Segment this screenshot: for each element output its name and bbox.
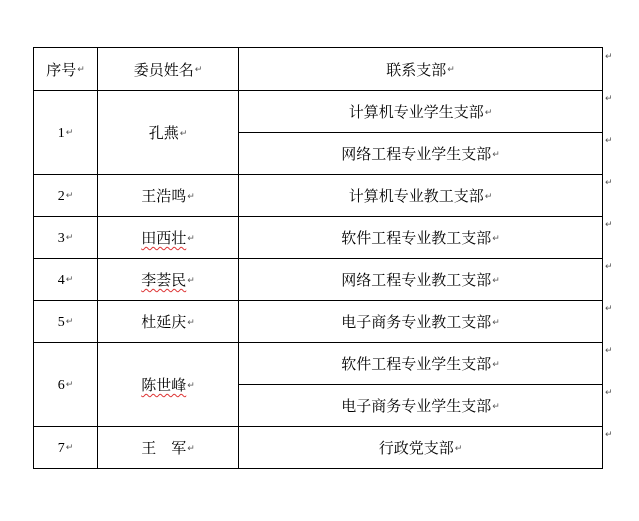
table-header-row bbox=[34, 48, 603, 91]
member-name: 孔燕↵ bbox=[98, 91, 239, 175]
row-end-mark: ↵ bbox=[605, 262, 613, 272]
member-number: 3↵ bbox=[34, 217, 98, 259]
member-name: 陈世峰↵ bbox=[98, 343, 239, 427]
member-name: 王浩鸣↵ bbox=[98, 175, 239, 217]
member-number: 6↵ bbox=[34, 343, 98, 427]
branch-cell: 计算机专业教工支部↵ bbox=[239, 175, 603, 217]
row-end-mark: ↵ bbox=[605, 346, 613, 356]
header-cell-number: 序号↵ bbox=[34, 48, 98, 91]
table-row bbox=[34, 301, 603, 343]
branch-cell: 软件工程专业学生支部↵ bbox=[239, 343, 603, 385]
branch-cell: 软件工程专业教工支部↵ bbox=[239, 217, 603, 259]
branch-cell: 网络工程专业学生支部↵ bbox=[239, 133, 603, 175]
table-row bbox=[34, 217, 603, 259]
table-row bbox=[34, 343, 603, 385]
member-name: 李荟民↵ bbox=[98, 259, 239, 301]
row-end-mark: ↵ bbox=[605, 178, 613, 188]
row-end-mark: ↵ bbox=[605, 136, 613, 146]
member-number: 2↵ bbox=[34, 175, 98, 217]
branch-cell: 行政党支部↵ bbox=[239, 427, 603, 469]
branch-cell: 电子商务专业学生支部↵ bbox=[239, 385, 603, 427]
table-row bbox=[34, 91, 603, 133]
row-end-mark: ↵ bbox=[605, 430, 613, 440]
table-row bbox=[34, 175, 603, 217]
row-end-mark: ↵ bbox=[605, 304, 613, 314]
member-number: 1↵ bbox=[34, 91, 98, 175]
branch-cell: 计算机专业学生支部↵ bbox=[239, 91, 603, 133]
member-name: 田西壮↵ bbox=[98, 217, 239, 259]
row-end-mark: ↵ bbox=[605, 52, 613, 62]
member-number: 5↵ bbox=[34, 301, 98, 343]
committee-contact-table bbox=[33, 47, 603, 469]
header-cell-branch: 联系支部↵ bbox=[239, 48, 603, 91]
header-cell-name: 委员姓名↵ bbox=[98, 48, 239, 91]
row-end-mark: ↵ bbox=[605, 388, 613, 398]
row-end-mark: ↵ bbox=[605, 94, 613, 104]
row-end-mark: ↵ bbox=[605, 220, 613, 230]
member-name: 杜延庆↵ bbox=[98, 301, 239, 343]
table-row bbox=[34, 259, 603, 301]
branch-cell: 电子商务专业教工支部↵ bbox=[239, 301, 603, 343]
member-number: 4↵ bbox=[34, 259, 98, 301]
branch-cell: 网络工程专业教工支部↵ bbox=[239, 259, 603, 301]
member-number: 7↵ bbox=[34, 427, 98, 469]
table-row bbox=[34, 427, 603, 469]
member-name: 王 军↵ bbox=[98, 427, 239, 469]
